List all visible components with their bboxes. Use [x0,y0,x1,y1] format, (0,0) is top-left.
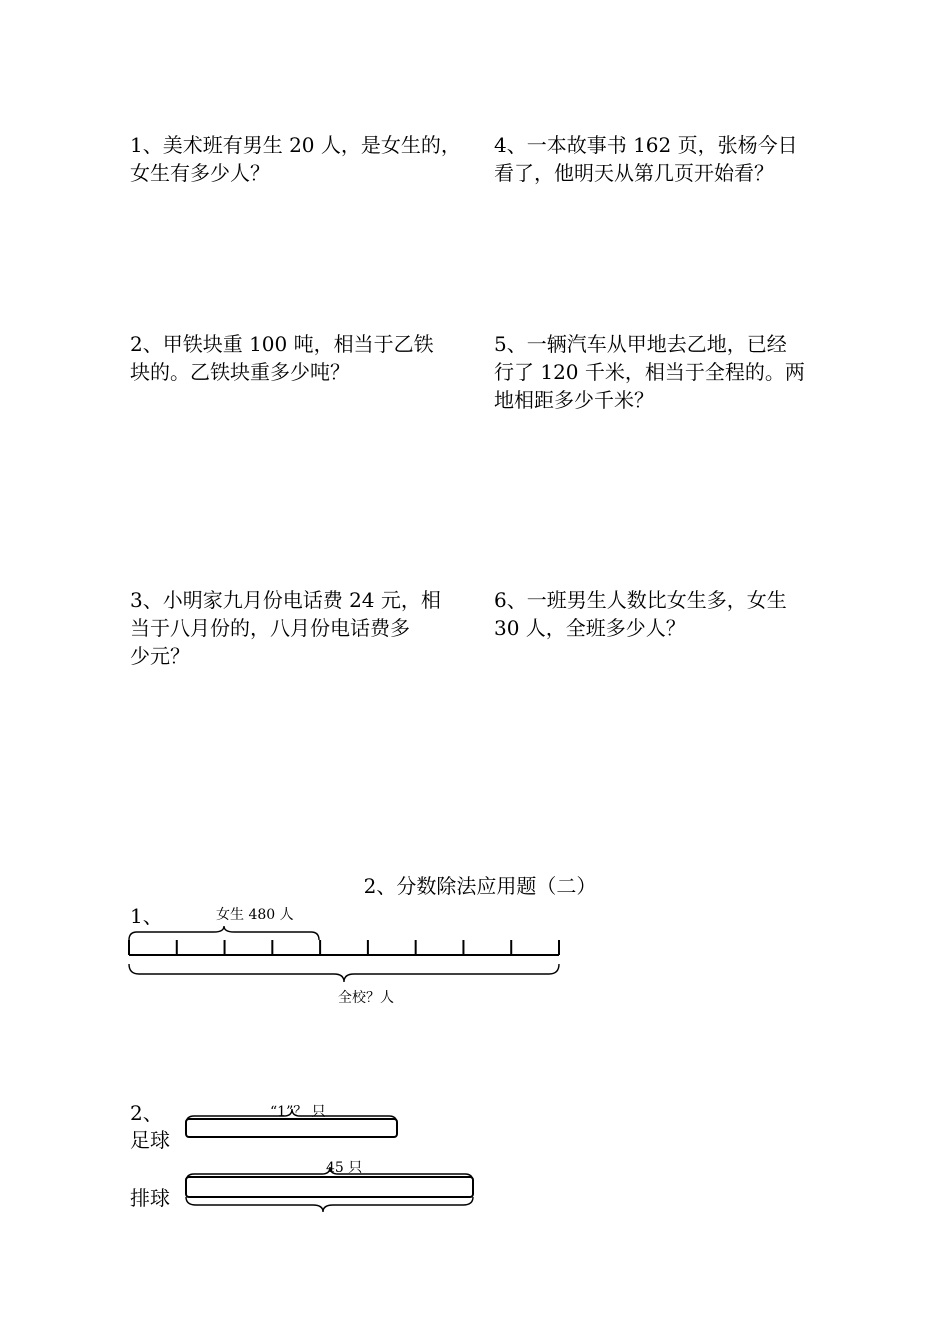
diagram-1-bottom-label: 全校？人 [338,990,394,1006]
problem-4-line-2: 看了，他明天从第几页开始看？ [494,161,774,185]
problem-3-line-1: 3、小明家九月份电话费 24 元，相 [130,588,441,612]
diagram-1-ticks [129,940,559,955]
football-top-label: “1”？ 只 [270,1104,326,1120]
problem-6-line-2: 30 人，全班多少人？ [494,616,686,640]
diagram-1-number: 1、 [130,904,163,928]
problem-5-line-2: 行了 120 千米，相当于全程的。两 [494,360,805,384]
problem-1-line-2: 女生有多少人？ [130,161,270,185]
problem-5-line-3: 地相距多少千米？ [494,388,654,412]
problem-5-line-1: 5、一辆汽车从甲地去乙地，已经 [494,332,787,356]
diagram-1-bottom-brace [129,964,559,982]
problem-3-line-3: 少元？ [130,644,190,668]
volleyball-bar [186,1177,473,1197]
problem-2-line-2: 块的。乙铁块重多少吨？ [130,360,350,384]
problem-1-line-1: 1、美术班有男生 20 人，是女生的， [130,133,461,157]
volleyball-bottom-brace [186,1197,473,1212]
problem-4-line-1: 4、一本故事书 162 页，张杨今日 [494,133,798,157]
diagram-2-number: 2、 [130,1101,163,1125]
volleyball-label: 排球 [130,1186,170,1210]
diagram-1-top-brace [129,926,319,940]
football-label: 足球 [130,1128,170,1152]
problem-6-line-1: 6、一班男生人数比女生多，女生 [494,588,787,612]
diagram-1-top-label: 女生 480 人 [216,907,294,923]
volleyball-top-label: 45 只 [326,1160,363,1176]
football-bar [186,1119,397,1137]
section-title: 2、分数除法应用题（二） [363,874,597,898]
problem-3-line-2: 当于八月份的，八月份电话费多 [130,616,410,640]
problem-2-line-1: 2、甲铁块重 100 吨，相当于乙铁 [130,332,434,356]
